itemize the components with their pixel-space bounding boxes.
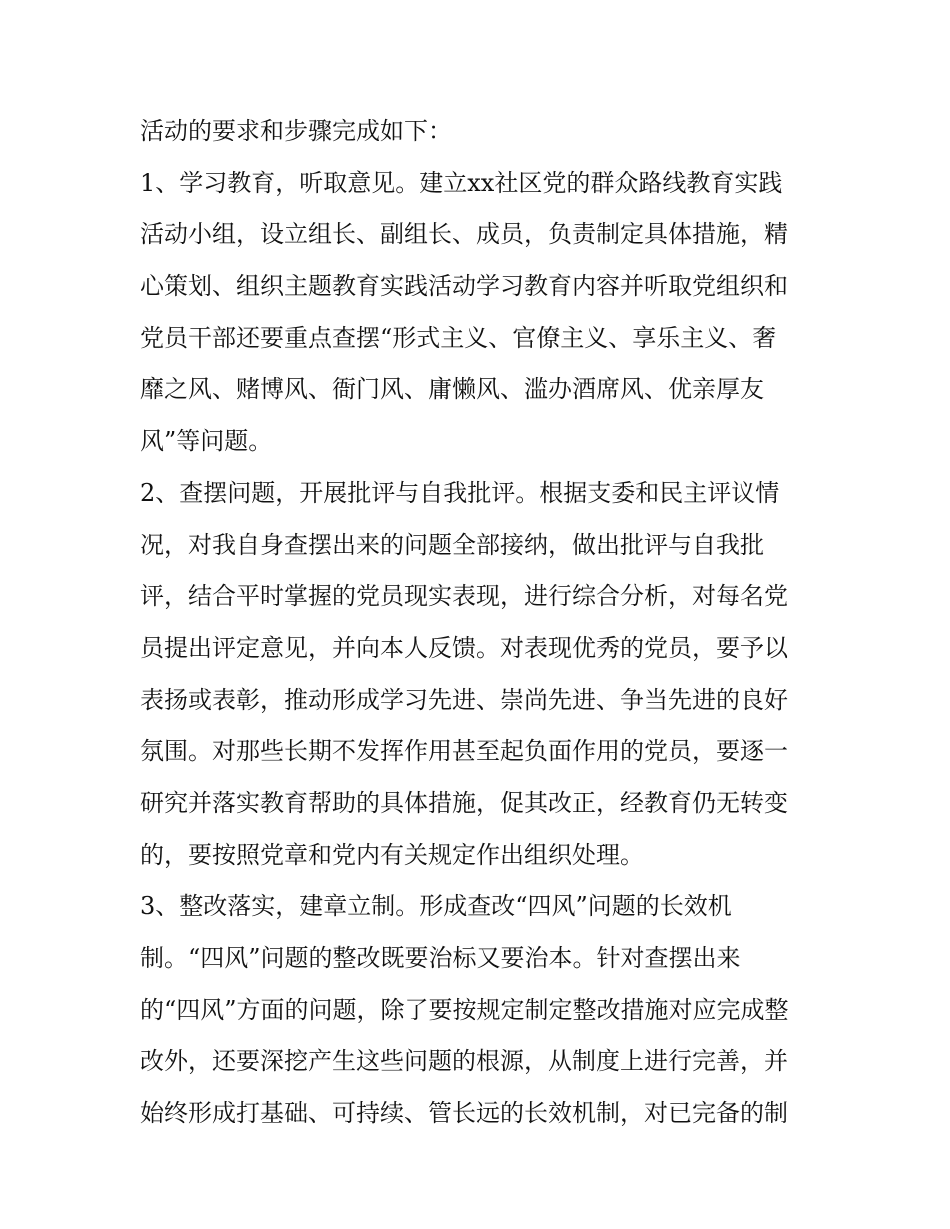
text-line: 靡之风、赌博风、衙门风、庸懒风、滥办酒席风、优亲厚友 [140, 375, 764, 404]
text-line: 况，对我自身查摆出来的问题全部接纳，做出批评与自我批 [140, 530, 764, 559]
text-line: 评，结合平时掌握的党员现实表现，进行综合分析，对每名党 [140, 582, 788, 611]
text-line: 活动的要求和步骤完成如下： [140, 117, 452, 145]
text-line: 的，要按照党章和党内有关规定作出组织处理。 [140, 840, 644, 869]
text-line: 制。“四风”问题的整改既要治标又要治本。针对查摆出来 [140, 944, 741, 972]
text-line: 的“四风”方面的问题，除了要按规定制定整改措施对应完成整 [140, 995, 789, 1024]
text-line: 活动小组，设立组长、副组长、成员，负责制定具体措施，精 [140, 220, 788, 249]
text-line: 1、学习教育，听取意见。建立xx社区党的群众路线教育实践 [140, 168, 783, 197]
text-line: 改外，还要深挖产生这些问题的根源，从制度上进行完善，并 [140, 1047, 788, 1076]
text-line: 风”等问题。 [140, 427, 273, 456]
text-line: 2、查摆问题，开展批评与自我批评。根据支委和民主评议情 [140, 478, 780, 507]
text-line: 表扬或表彰，推动形成学习先进、崇尚先进、争当先进的良好 [140, 685, 788, 714]
text-line: 心策划、组织主题教育实践活动学习教育内容并听取党组织和 [140, 272, 788, 301]
text-line: 始终形成打基础、可持续、管长远的长效机制，对已完备的制 [140, 1099, 788, 1128]
text-line: 研究并落实教育帮助的具体措施，促其改正，经教育仍无转变 [140, 788, 788, 817]
text-line: 员提出评定意见，并向本人反馈。对表现优秀的党员，要予以 [140, 633, 788, 662]
text-line: 氛围。对那些长期不发挥作用甚至起负面作用的党员，要逐一 [140, 737, 788, 766]
text-line: 3、整改落实，建章立制。形成查改“四风”问题的长效机 [140, 892, 732, 921]
body-text [140, 106, 820, 1140]
text-line: 党员干部还要重点查摆“形式主义、官僚主义、享乐主义、奢 [140, 323, 777, 352]
